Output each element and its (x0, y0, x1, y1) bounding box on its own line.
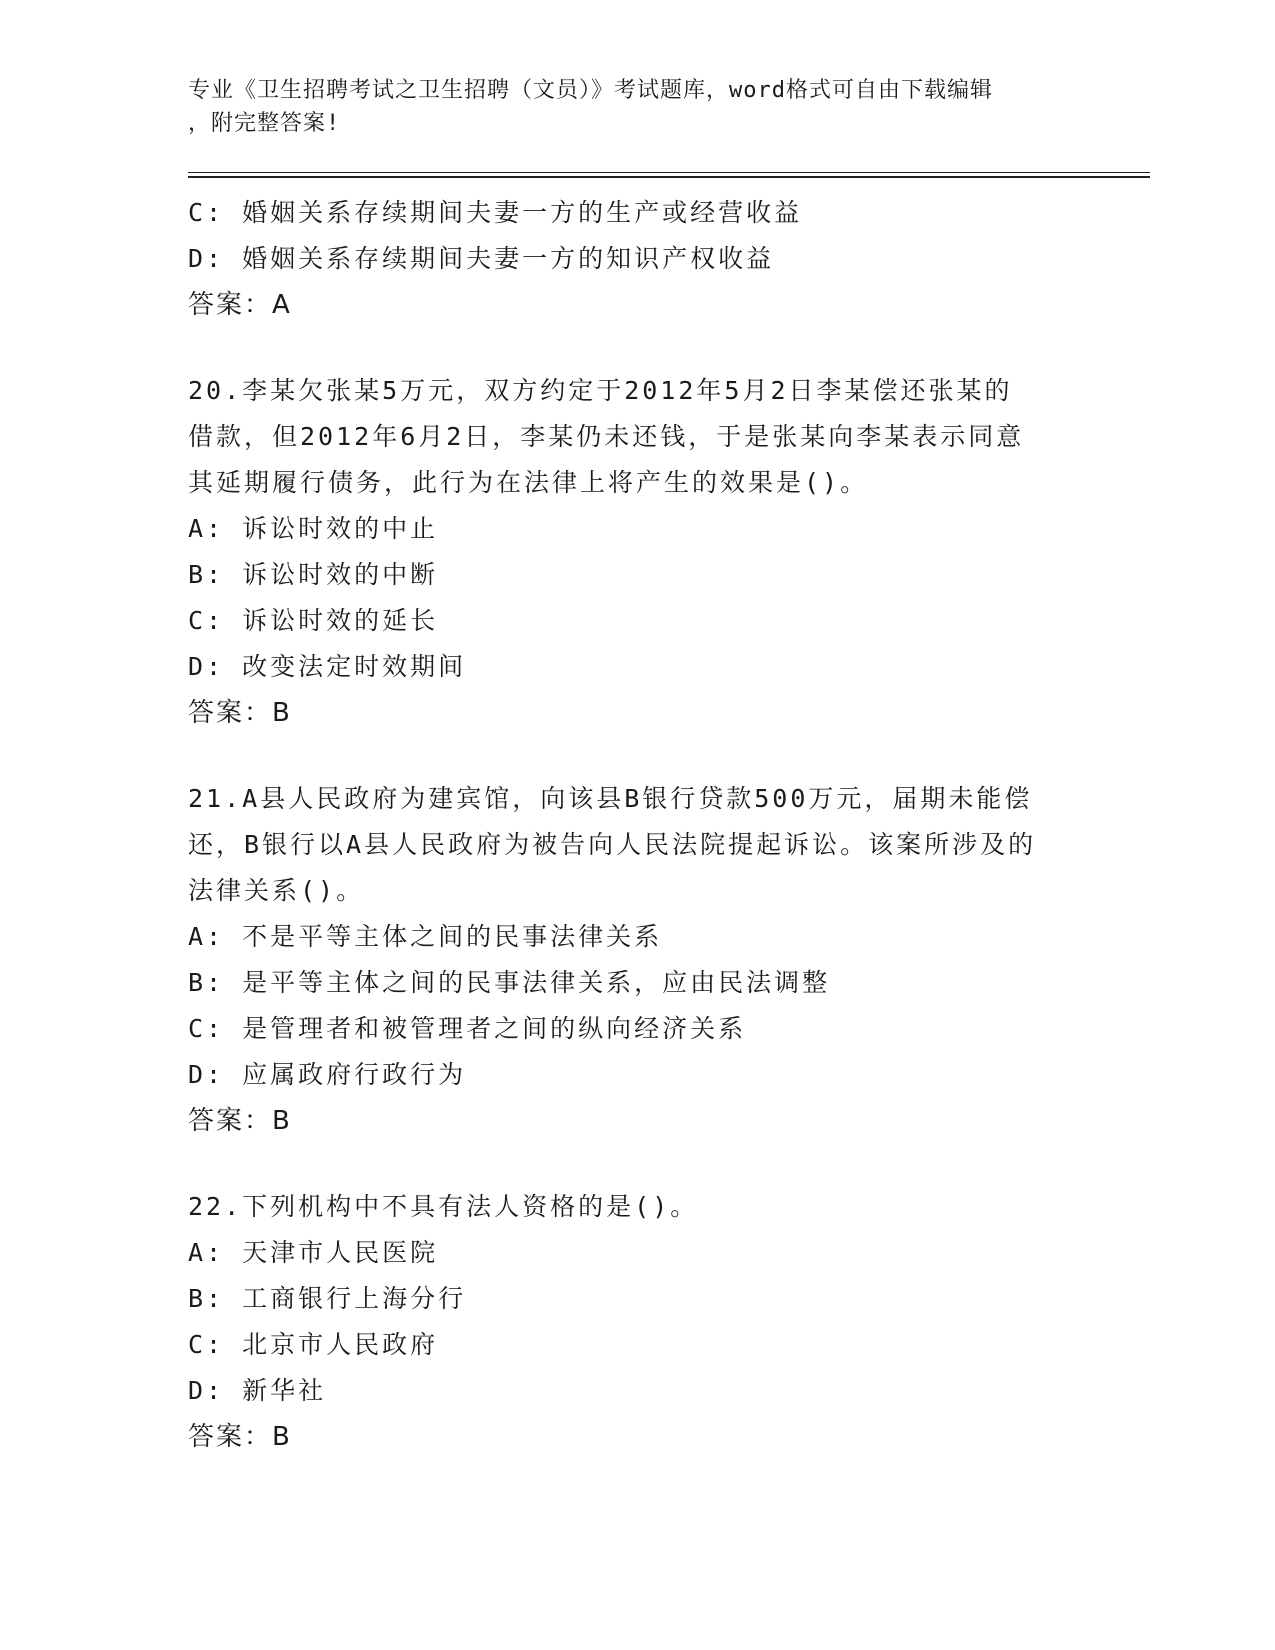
option-d: D: 应属政府行政行为 (188, 1060, 467, 1089)
option-d: D: 改变法定时效期间 (188, 652, 467, 681)
header-line-1: 专业《卫生招聘考试之卫生招聘（文员）》考试题库，word格式可自由下载编辑 (188, 78, 993, 103)
header-rule-bottom (188, 176, 1150, 178)
question-content (188, 190, 1088, 1460)
question-stem-line: 其延期履行债务，此行为在法律上将产生的效果是()。 (188, 468, 869, 497)
option-b: B: 诉讼时效的中断 (188, 560, 439, 589)
option-a: A: 诉讼时效的中止 (188, 514, 439, 543)
answer-line: 答案：B (188, 698, 292, 728)
option-c: C: 婚姻关系存续期间夫妻一方的生产或经营收益 (188, 198, 803, 227)
option-c: C: 北京市人民政府 (188, 1330, 439, 1359)
question-stem-line: 20.李某欠张某5万元，双方约定于2012年5月2日李某偿还张某的 (188, 376, 1013, 405)
question-20 (188, 368, 1088, 736)
option-a: A: 天津市人民医院 (188, 1238, 439, 1267)
option-c: C: 是管理者和被管理者之间的纵向经济关系 (188, 1014, 747, 1043)
answer-line: 答案：B (188, 1106, 292, 1136)
question-21 (188, 776, 1088, 1144)
question-stem-line: 借款，但2012年6月2日，李某仍未还钱，于是张某向李某表示同意 (188, 422, 1025, 451)
answer-line: 答案：A (188, 290, 292, 320)
document-header (188, 74, 1088, 140)
question-stem-line: 21.A县人民政府为建宾馆，向该县B银行贷款500万元，届期未能偿 (188, 784, 1033, 813)
option-b: B: 是平等主体之间的民事法律关系，应由民法调整 (188, 968, 831, 997)
option-d: D: 婚姻关系存续期间夫妻一方的知识产权收益 (188, 244, 775, 273)
header-rule-top (188, 172, 1150, 173)
answer-line: 答案：B (188, 1422, 292, 1452)
question-22 (188, 1184, 1088, 1460)
option-c: C: 诉讼时效的延长 (188, 606, 439, 635)
previous-question-block (188, 190, 1088, 328)
option-d: D: 新华社 (188, 1376, 327, 1405)
option-a: A: 不是平等主体之间的民事法律关系 (188, 922, 663, 951)
question-stem-line: 还，B银行以A县人民政府为被告向人民法院提起诉讼。该案所涉及的 (188, 830, 1037, 859)
header-line-2: ，附完整答案! (188, 111, 341, 136)
option-b: B: 工商银行上海分行 (188, 1284, 467, 1313)
question-stem-line: 法律关系()。 (188, 876, 365, 905)
question-stem-line: 22.下列机构中不具有法人资格的是()。 (188, 1192, 699, 1221)
